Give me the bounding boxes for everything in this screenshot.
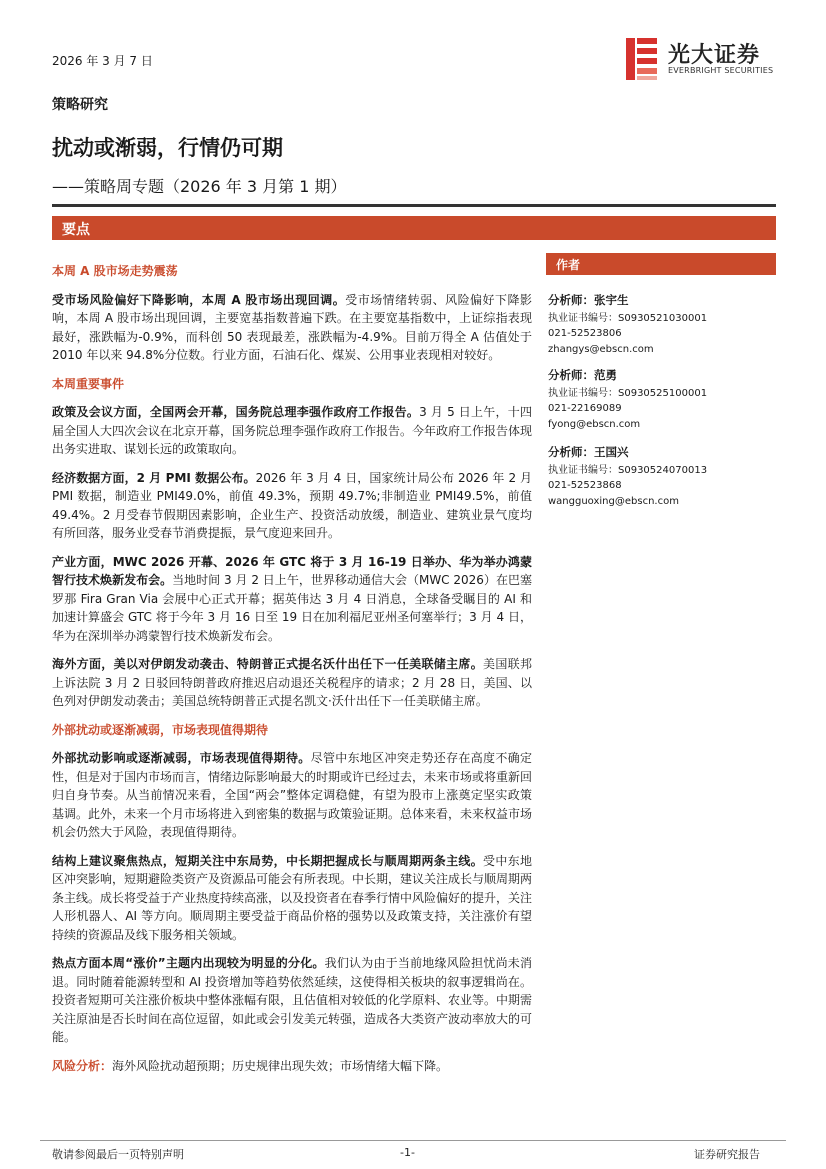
author-email[interactable]: wangguoxing@ebscn.com: [548, 495, 679, 507]
author-phone: 021-22169089: [548, 403, 622, 414]
paragraph-lead: 政策及会议方面，全国两会开幕，国务院总理李强作政府工作报告。: [52, 405, 420, 419]
paragraph-body: 受中东地区冲突影响，短期避险类资产及资源品可能会有所表现。中长期，建议关注成长与顺周期两条主线。成长将受益于产业热度持续高涨，以及投资者在春季行情中风险偏好的提升，关注人形机器人、AI 等方向。顺周期主要受益于商品价格的强势以及政策支持，关注涨价有望持续的资源品及线下服务相关领域。: [52, 853, 533, 942]
section-heading-outlook: 外部扰动或逐渐减弱，市场表现值得期待: [52, 722, 269, 737]
paragraph-body: 当地时间 3 月 2 日上午，世界移动通信大会（MWC 2026）在巴塞罗那 Fira Gran Via 会展中心正式开幕；据英伟达 3 月 4 日消息，全球备受瞩目的 AI 和加速计算盛会 GTC 将于今年 3 月 16 日至 19 日在加利福尼亚州圣何塞举行；3 月 4 日，华为在深圳举办鸿蒙智行技术焕新发布会。: [52, 573, 532, 643]
risk-label: 风险分析：: [52, 1058, 113, 1073]
footer-disclaimer: 敬请参阅最后一页特别声明: [52, 1148, 184, 1161]
paragraph: [52, 403, 532, 459]
authors-label: 作者: [556, 258, 581, 272]
logo-chinese-name: 光大证券: [668, 43, 761, 68]
report-subtitle: ——策略周专题（2026 年 3 月第 1 期）: [52, 177, 347, 196]
author-cert: 执业证书编号：S0930521030001: [548, 312, 708, 324]
report-date: 2026 年 3 月 7 日: [52, 54, 153, 68]
author-email[interactable]: fyong@ebscn.com: [548, 418, 641, 430]
author-phone: 021-52523868: [548, 480, 622, 491]
paragraph-body: 3 月 5 日上午，十四届全国人大四次会议在北京开幕，国务院总理李强作政府工作报告。今年政府工作报告体现出务实进取、谋划长远的政策取向。: [52, 405, 533, 456]
author-email[interactable]: zhangys@ebscn.com: [548, 343, 654, 355]
main-content: [52, 262, 532, 1085]
author-cert: 执业证书编号：S0930525100001: [548, 387, 708, 399]
author-block: [548, 445, 778, 509]
key-points-label: 要点: [62, 222, 90, 238]
paragraph-lead: 结构上建议聚焦热点，短期关注中东局势，中长期把握成长与顺周期两条主线。: [52, 853, 484, 868]
paragraph-body: 美国联邦上诉法院 3 月 2 日驳回特朗普政府推迟启动退还关税程序的请求；2 月 28 日，美国、以色列对伊朗发动袭击；美国总统特朗普正式提名凯文·沃什出任下一任美联储主席。: [52, 657, 532, 708]
paragraph-lead: 产业方面，MWC 2026 开幕、2026 年 GTC 将于 3 月 16-19 日举办、华为举办鸿蒙智行技术焕新发布会。: [52, 554, 532, 587]
paragraph-lead: 热点方面本周“涨价”主题内出现较为明显的分化。: [52, 956, 325, 970]
paragraph: [52, 852, 532, 945]
paragraph: [52, 469, 532, 543]
footer-report-type: 证券研究报告: [694, 1148, 760, 1161]
risk-text: 海外风险扰动超预期；历史规律出现失效；市场情绪大幅下降。: [112, 1058, 449, 1073]
title-divider: [52, 204, 776, 207]
author-phone: 021-52523806: [548, 328, 622, 339]
paragraph-lead: 受市场风险偏好下降影响，本周 A 股市场出现回调。: [52, 292, 346, 307]
paragraph-body: 2026 年 3 月 4 日，国家统计局公布 2026 年 2 月 PMI 数据，制造业 PMI49.0%，前值 49.3%，预期 49.7%;非制造业 PMI49.5%，前值 49.4%。2 月受春节假期因素影响，企业生产、投资活动放缓，制造业、建筑业景气度均有所回落，服务业受春节消费提振，景气度迎来回升。: [52, 470, 532, 540]
risk-analysis: [52, 1057, 532, 1076]
paragraph-body: 受市场情绪转弱、风险偏好下降影响，本周 A 股市场出现回调，主要宽基指数普遍下跌。在主要宽基指数中，上证综指表现最好，涨跌幅为-0.9%，而科创 50 表现最差，涨跌幅为-4.9%。目前万得全 A 估值处于 2010 年以来 94.8%分位数。行业方面，石油石化、煤炭、公用事业表现相对较好。: [52, 292, 532, 362]
author-name: 分析师：王国兴: [548, 445, 629, 459]
report-category: 策略研究: [52, 97, 108, 113]
logo-english-name: EVERBRIGHT SECURITIES: [668, 66, 774, 75]
paragraph: [52, 954, 532, 1047]
footer-divider: [40, 1140, 786, 1141]
paragraph: [52, 291, 532, 365]
authors-band: [546, 253, 776, 275]
author-block: [548, 293, 778, 357]
paragraph: [52, 749, 532, 842]
report-title: 扰动或渐弱，行情仍可期: [52, 136, 283, 160]
author-name: 分析师：范勇: [548, 368, 617, 382]
paragraph-body: 我们认为由于当前地缘风险担忧尚未消退。同时随着能源转型和 AI 投资增加等趋势依然延续，这使得相关板块的叙事逻辑尚在。投资者短期可关注涨价板块中整体涨幅有限，且估值相对较低的化学原料、农业等。中期需关注原油是否长时间在高位逗留，如此或会引发美元转强，造成各大类资产波动率放大的可能。: [52, 956, 533, 1044]
author-block: [548, 368, 778, 432]
key-points-band: [52, 216, 776, 240]
author-cert: 执业证书编号：S0930524070013: [548, 464, 708, 476]
logo-mark-icon: [624, 36, 662, 82]
paragraph-body: 尽管中东地区冲突走势还存在高度不确定性，但是对于国内市场而言，情绪边际影响最大的时期或许已经过去，未来市场或将重新回归自身节奏。从当前情况来看，全国“两会”整体定调稳健，有望为股市上涨奠定坚实政策基调。此外，未来一个月市场将进入到密集的数据与政策验证期。总体来看，未来权益市场机会仍然大于风险，表现值得期待。: [52, 751, 533, 839]
paragraph-lead: 经济数据方面，2 月 PMI 数据公布。: [52, 470, 256, 485]
section-heading-market: 本周 A 股市场走势震荡: [52, 264, 178, 278]
section-heading-events: 本周重要事件: [52, 376, 125, 391]
company-logo: [624, 36, 784, 82]
paragraph-lead: 外部扰动影响或逐渐减弱，市场表现值得期待。: [52, 751, 311, 765]
paragraph-lead: 海外方面，美以对伊朗发动袭击、特朗普正式提名沃什出任下一任美联储主席。: [52, 657, 484, 671]
page-number: -1-: [400, 1146, 415, 1159]
paragraph: [52, 655, 532, 711]
paragraph: [52, 553, 532, 646]
author-name: 分析师：张宇生: [548, 293, 629, 307]
